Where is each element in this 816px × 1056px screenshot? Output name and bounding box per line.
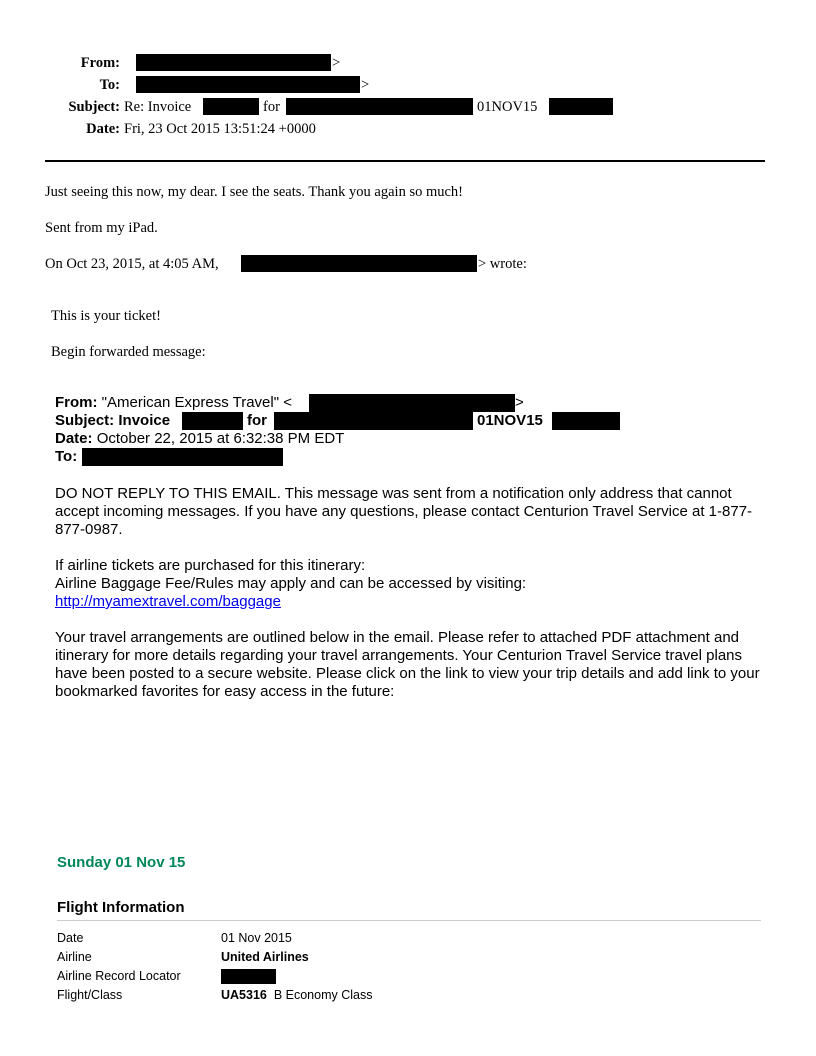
redacted-fwd-to (82, 448, 283, 466)
baggage-line-2: Airline Baggage Fee/Rules may apply and can be accessed by visiting: (55, 575, 527, 592)
fwd-to-label: To: (55, 448, 78, 465)
arrangements-paragraph: Your travel arrangements are outlined below in the email. Please refer to attached PDF attachment and itinerary for more details regarding your travel arrangements. Your Centurion Travel Service travel plans have been posted to a secure website. Please click on the link to view your trip details and add link to your bookmarked favorites for easy access in the future: (55, 629, 760, 700)
redacted-name (286, 98, 473, 115)
redacted-invoice-number (203, 98, 259, 115)
header-divider (45, 160, 765, 162)
subject-label: Subject: (68, 99, 120, 115)
fwd-subject (55, 412, 170, 430)
redacted-suffix (549, 98, 613, 115)
date-label: Date: (86, 121, 120, 137)
header-to (40, 76, 120, 94)
forward-line: Begin forwarded message: (51, 344, 206, 360)
fwd-date (55, 430, 344, 448)
reply-text: Just seeing this now, my dear. I see the seats. Thank you again so much! (45, 184, 464, 200)
redacted-fwd-name (274, 412, 473, 430)
header-subject (40, 98, 120, 116)
baggage-paragraph (55, 557, 775, 611)
row-label: Airline Record Locator (57, 969, 181, 983)
fwd-date-label: Date: (55, 430, 93, 447)
flight-number: UA5316 (221, 988, 267, 1002)
row-value: 01 Nov 2015 (221, 931, 292, 945)
subject-prefix: Re: Invoice (124, 99, 192, 115)
redacted-record-locator (221, 969, 276, 984)
notice-paragraph: DO NOT REPLY TO THIS EMAIL. This message was sent from a notification only address that cannot accept incoming messages. If you have any questions, please contact Centurion Travel Service at 1-877-877-0987. (55, 485, 753, 538)
header-from (40, 54, 120, 72)
redacted-sender (241, 255, 477, 272)
fwd-subject-prefix: Invoice (118, 412, 171, 429)
row-label: Date (57, 931, 84, 945)
from-suffix: > (332, 55, 341, 71)
table-row (57, 948, 372, 967)
ticket-line: This is your ticket! (51, 308, 161, 324)
redacted-to (136, 76, 360, 93)
redacted-fwd-suffix (552, 412, 620, 430)
fwd-to (55, 448, 77, 466)
row-label: Airline (57, 950, 92, 964)
table-row (57, 967, 372, 986)
fwd-subject-for: for (247, 412, 267, 429)
fwd-from-suffix: > (515, 394, 524, 411)
to-label: To: (99, 77, 120, 93)
redacted-from (136, 54, 331, 71)
table-row (57, 929, 372, 948)
redacted-fwd-invoice (182, 412, 243, 430)
row-label: Flight/Class (57, 988, 123, 1002)
signature: Sent from my iPad. (45, 220, 158, 236)
baggage-line-1: If airline tickets are purchased for this itinerary: (55, 557, 366, 574)
fwd-subject-label: Subject: (55, 412, 115, 429)
to-suffix: > (361, 77, 370, 93)
header-date (40, 120, 120, 138)
row-value: United Airlines (221, 950, 309, 964)
day-heading: Sunday 01 Nov 15 (57, 854, 186, 871)
flight-info-table (57, 929, 372, 1005)
fwd-from-value: "American Express Travel" < (101, 394, 292, 411)
quote-suffix: > wrote: (478, 256, 527, 272)
from-label: From: (80, 55, 120, 71)
quote-prefix: On Oct 23, 2015, at 4:05 AM, (45, 256, 219, 272)
date-value: Fri, 23 Oct 2015 13:51:24 +0000 (124, 121, 316, 137)
table-row (57, 986, 372, 1005)
fwd-from (55, 394, 292, 412)
redacted-fwd-from (309, 394, 515, 412)
subject-code: 01NOV15 (477, 99, 538, 115)
baggage-link[interactable]: http://myamextravel.com/baggage (55, 593, 281, 610)
section-divider (57, 920, 761, 921)
subject-for: for (263, 99, 280, 115)
fwd-date-value: October 22, 2015 at 6:32:38 PM EDT (96, 430, 345, 447)
fwd-from-label: From: (55, 394, 98, 411)
section-title: Flight Information (57, 899, 185, 916)
flight-class: B Economy Class (273, 988, 373, 1002)
fwd-subject-code: 01NOV15 (477, 412, 543, 429)
